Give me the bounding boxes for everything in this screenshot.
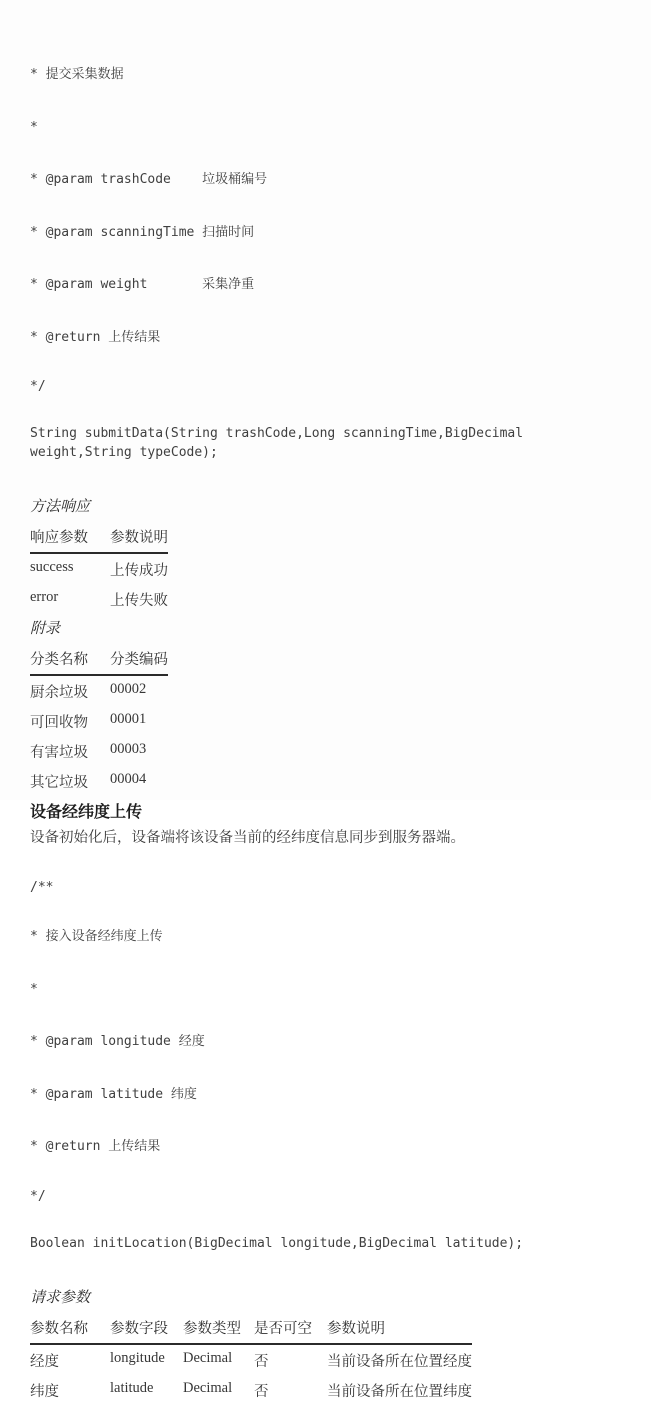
method-signature-submit-data: String submitData(String trashCode,Long scanningTime,BigDecimal weight,String typeCode); <box>30 426 531 460</box>
response-table <box>30 523 168 614</box>
comment-line-param-latitude: * @param latitude 纬度 <box>30 1086 197 1102</box>
heading-appendix: 附录 <box>30 620 61 637</box>
column-header: 参数说明 <box>110 523 168 553</box>
table-cell: longitude <box>110 1350 165 1366</box>
comment-open: /** <box>30 880 54 895</box>
comment-close: */ <box>30 1188 46 1204</box>
comment-line-param-longitude: * @param longitude 经度 <box>30 1034 205 1049</box>
table-cell: success <box>30 559 74 575</box>
table-cell: 00004 <box>110 771 147 787</box>
table-cell: 当前设备所在位置纬度 <box>327 1384 472 1400</box>
table-cell: 上传失败 <box>110 593 168 609</box>
table-cell: 其它垃圾 <box>30 775 88 791</box>
column-header: 参数名称 <box>30 1314 110 1344</box>
comment-line: * 接入设备经纬度上传 <box>30 929 163 944</box>
table-row <box>30 584 168 614</box>
column-header: 参数说明 <box>327 1314 472 1344</box>
table-row <box>30 675 168 706</box>
table-cell: 否 <box>254 1384 269 1400</box>
column-header: 分类名称 <box>30 645 110 675</box>
table-cell: 经度 <box>30 1354 59 1370</box>
column-header: 参数字段 <box>110 1314 183 1344</box>
comment-line-param-scanningtime: * @param scanningTime 扫描时间 <box>30 224 255 240</box>
column-header: 响应参数 <box>30 523 110 553</box>
table-cell: 当前设备所在位置经度 <box>327 1354 472 1370</box>
column-header: 分类编码 <box>110 645 168 675</box>
table-cell: 上传成功 <box>110 563 168 579</box>
comment-line-return: * @return 上传结果 <box>30 1139 161 1154</box>
table-row <box>30 736 168 766</box>
table-cell: 可回收物 <box>30 715 88 731</box>
table-row <box>30 766 168 796</box>
comment-line-param-weight: * @param weight 采集净重 <box>30 277 255 292</box>
javadoc-block-submit-data <box>30 34 627 492</box>
table-cell: 纬度 <box>30 1384 59 1400</box>
heading-request-params: 请求参数 <box>30 1289 91 1306</box>
table-cell: 00001 <box>110 711 147 727</box>
table-row <box>30 553 168 584</box>
heading-device-location-upload: 设备经纬度上传 <box>30 804 143 821</box>
table-row <box>30 1344 472 1375</box>
category-table <box>30 645 168 796</box>
table-header-row <box>30 523 168 553</box>
javadoc-block-init-location <box>30 850 627 1283</box>
table-cell: 00002 <box>110 681 147 697</box>
comment-line-return: * @return 上传结果 <box>30 329 161 345</box>
table-row <box>30 1375 472 1405</box>
table-cell: 厨余垃圾 <box>30 685 88 701</box>
comment-close: */ <box>30 379 46 394</box>
column-header: 是否可空 <box>254 1314 327 1344</box>
table-header-row <box>30 645 168 675</box>
table-cell: 否 <box>254 1354 269 1370</box>
request-params-table <box>30 1314 472 1405</box>
table-cell: 有害垃圾 <box>30 745 88 761</box>
comment-line: * 提交采集数据 <box>30 67 124 82</box>
heading-method-response: 方法响应 <box>30 498 91 515</box>
table-cell: Decimal <box>183 1350 233 1366</box>
section-description: 设备初始化后，设备端将该设备当前的经纬度信息同步到服务器端。 <box>30 830 465 846</box>
method-signature-init-location: Boolean initLocation(BigDecimal longitude,BigDecimal latitude); <box>30 1235 524 1251</box>
table-cell: error <box>30 589 59 605</box>
table-cell: 00003 <box>110 741 147 757</box>
table-header-row <box>30 1314 472 1344</box>
table-cell: Decimal <box>183 1380 233 1396</box>
comment-line: * <box>30 981 38 997</box>
table-cell: latitude <box>110 1380 154 1396</box>
comment-line-param-trashcode: * @param trashCode 垃圾桶编号 <box>30 172 268 187</box>
comment-line: * <box>30 119 38 135</box>
table-row <box>30 706 168 736</box>
column-header: 参数类型 <box>183 1314 254 1344</box>
